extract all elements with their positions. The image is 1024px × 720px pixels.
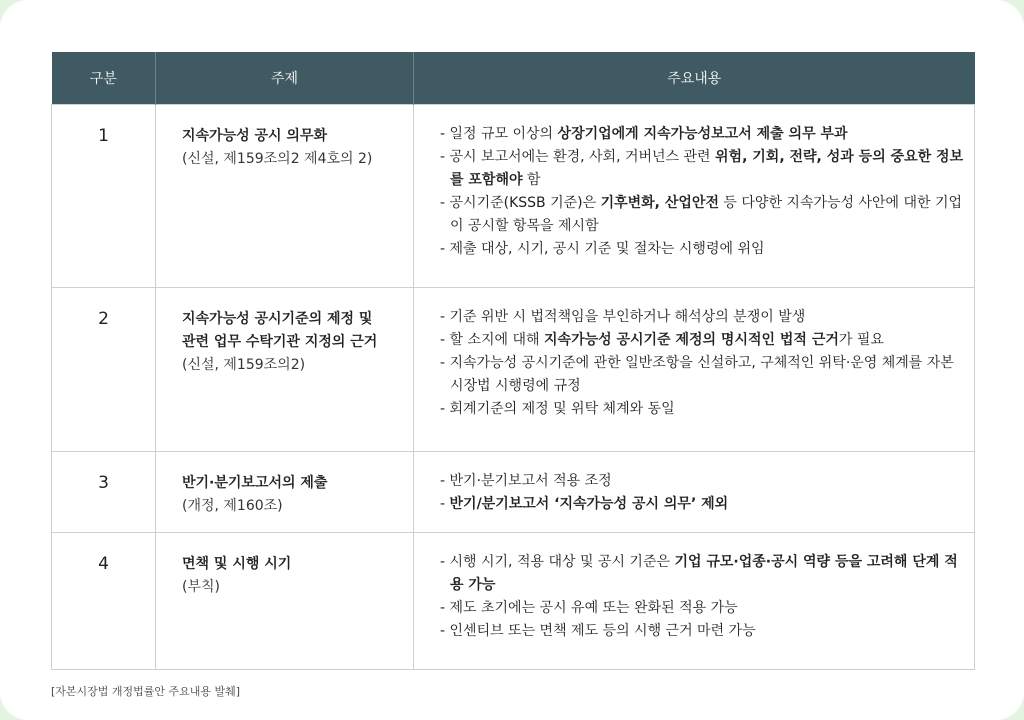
list-item: - 제출 대상, 시기, 공시 기준 및 절차는 시행령에 위임 [440, 241, 765, 257]
table-row [52, 105, 975, 288]
topic-title: 지속가능성 공시 의무화 [182, 128, 327, 144]
topic-title: 반기·분기보고서의 제출 [182, 475, 328, 491]
header-category: 구분 [52, 52, 156, 105]
item-text: 제출 대상, 시기, 공시 기준 및 절차는 시행령에 위임 [449, 241, 765, 257]
list-item: - 공시 보고서에는 환경, 사회, 거버넌스 관련 위험, 기회, 전략, 성과 등의 중요한 정보를 포함해야 함 [440, 149, 964, 188]
row-topic [156, 288, 414, 452]
topic-title: 면책 및 시행 시기 [182, 556, 292, 572]
content-list [440, 551, 964, 643]
content-list [440, 123, 964, 261]
topic-subtitle: (부칙) [182, 579, 220, 595]
row-number: 2 [52, 288, 156, 452]
item-text: 기준 위반 시 법적책임을 부인하거나 해석상의 분쟁이 발생 [449, 309, 806, 325]
emphasis-text: 기업 규모·업종·공시 역량 등을 고려해 단계 적용 가능 [450, 554, 958, 593]
table-row [52, 452, 975, 533]
row-topic [156, 452, 414, 533]
row-topic [156, 533, 414, 670]
item-text: 제도 초기에는 공시 유예 또는 완화된 적용 가능 [449, 600, 738, 616]
list-item: - 반기/분기보고서 ‘지속가능성 공시 의무’ 제외 [440, 496, 729, 512]
topic-title-line2: 관련 업무 수탁기관 지정의 근거 [182, 334, 378, 350]
list-item: - 회계기준의 제정 및 위탁 체계와 동일 [440, 401, 675, 417]
summary-table [51, 52, 975, 670]
item-text: 공시 보고서에는 환경, 사회, 거버넌스 관련 [449, 149, 716, 165]
source-note: [자본시장법 개정법률안 주요내용 발췌] [51, 685, 241, 698]
topic-subtitle: (신설, 제159조의2 제4호의 2) [182, 151, 373, 167]
item-text: 반기·분기보고서 적용 조정 [449, 473, 612, 489]
row-number: 1 [52, 105, 156, 288]
row-number: 4 [52, 533, 156, 670]
emphasis-text: 기후변화, 산업안전 [600, 195, 719, 211]
item-text: 회계기준의 제정 및 위탁 체계와 동일 [449, 401, 675, 417]
list-item: - 지속가능성 공시기준에 관한 일반조항을 신설하고, 구체적인 위탁·운영 체계를 자본시장법 시행령에 규정 [440, 355, 954, 394]
item-text: 인센티브 또는 면책 제도 등의 시행 근거 마련 가능 [449, 623, 756, 639]
topic-subtitle: (신설, 제159조의2) [182, 357, 306, 373]
row-topic [156, 105, 414, 288]
item-text: 시행 시기, 적용 대상 및 공시 기준은 [449, 554, 675, 570]
row-content [414, 105, 975, 288]
emphasis-text: 반기/분기보고서 ‘지속가능성 공시 의무’ 제외 [449, 496, 729, 512]
list-item: - 반기·분기보고서 적용 조정 [440, 473, 612, 489]
list-item: - 공시기준(KSSB 기준)은 기후변화, 산업안전 등 다양한 지속가능성 사안에 대한 기업이 공시할 항목을 제시함 [440, 195, 963, 234]
table-row [52, 533, 975, 670]
row-content [414, 452, 975, 533]
item-text: 가 필요 [838, 332, 884, 348]
list-item: - 인센티브 또는 면책 제도 등의 시행 근거 마련 가능 [440, 623, 756, 639]
row-number: 3 [52, 452, 156, 533]
item-text: 공시기준(KSSB 기준)은 [449, 195, 601, 211]
item-text: 등 다양한 지속가능성 사안에 대한 기업이 공시할 항목을 제시함 [450, 195, 963, 234]
topic-subtitle: (개정, 제160조) [182, 498, 283, 514]
topic-title: 지속가능성 공시기준의 제정 및 [182, 311, 373, 327]
content-list [440, 470, 964, 516]
item-text: 할 소지에 대해 [449, 332, 545, 348]
row-content [414, 288, 975, 452]
item-text: 일정 규모 이상의 [449, 126, 558, 142]
list-item: - 시행 시기, 적용 대상 및 공시 기준은 기업 규모·업종·공시 역량 등을 고려해 단계 적용 가능 [440, 554, 958, 593]
list-item: - 할 소지에 대해 지속가능성 공시기준 제정의 명시적인 법적 근거가 필요 [440, 332, 884, 348]
emphasis-text: 상장기업에게 지속가능성보고서 제출 의무 부과 [557, 126, 848, 142]
header-topic: 주제 [156, 52, 414, 105]
emphasis-text: 위험, 기회, 전략, 성과 등의 중요한 정보를 포함해야 [450, 149, 964, 188]
header-content: 주요내용 [414, 52, 975, 105]
list-item: - 기준 위반 시 법적책임을 부인하거나 해석상의 분쟁이 발생 [440, 309, 806, 325]
emphasis-text: 지속가능성 공시기준 제정의 명시적인 법적 근거 [544, 332, 839, 348]
table-row [52, 288, 975, 452]
item-text: 지속가능성 공시기준에 관한 일반조항을 신설하고, 구체적인 위탁·운영 체계를 자본시장법 시행령에 규정 [449, 355, 954, 394]
list-item: - 일정 규모 이상의 상장기업에게 지속가능성보고서 제출 의무 부과 [440, 126, 848, 142]
content-list [440, 306, 964, 421]
list-item: - 제도 초기에는 공시 유예 또는 완화된 적용 가능 [440, 600, 738, 616]
item-text: 함 [522, 172, 541, 188]
table-header-row [52, 52, 975, 105]
row-content [414, 533, 975, 670]
